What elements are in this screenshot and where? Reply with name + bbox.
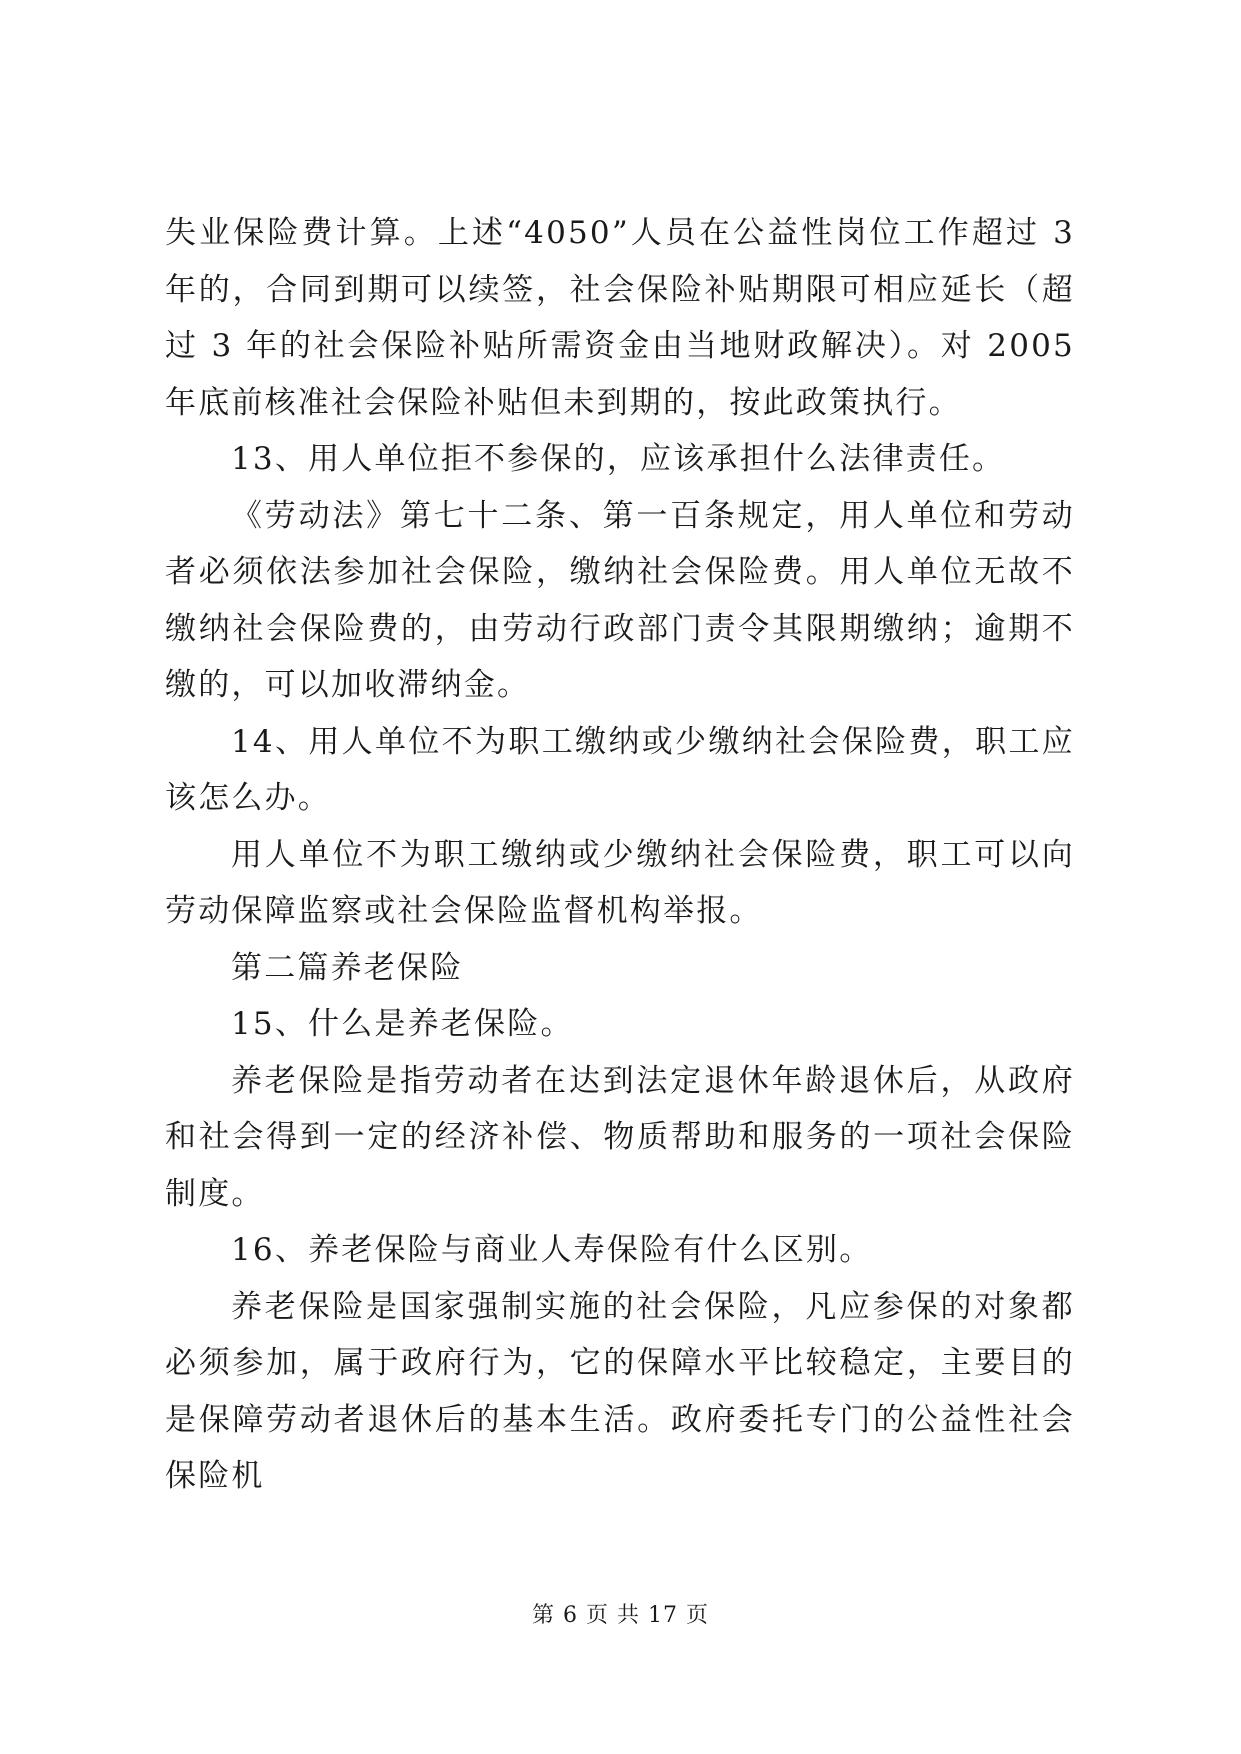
question-heading-13: 13、用人单位拒不参保的，应该承担什么法律责任。 xyxy=(231,441,1006,477)
page-number-footer: 第 6 页 共 17 页 xyxy=(532,1603,709,1628)
answer-paragraph-14: 用人单位不为职工缴纳或少缴纳社会保险费，职工可以向劳动保障监察或社会保险监督机构举报。 xyxy=(165,836,1075,929)
question-heading-14: 14、用人单位不为职工缴纳或少缴纳社会保险费，职工应该怎么办。 xyxy=(165,723,1075,816)
question-heading-15: 15、什么是养老保险。 xyxy=(231,1006,574,1042)
document-body xyxy=(165,205,1075,1505)
answer-paragraph-13: 《劳动法》第七十二条、第一百条规定，用人单位和劳动者必须依法参加社会保险，缴纳社会保险费。用人单位无故不缴纳社会保险费的，由劳动行政部门责令其限期缴纳；逾期不缴的，可以加收滞纳金。 xyxy=(165,497,1075,703)
answer-paragraph-15: 养老保险是指劳动者在达到法定退休年龄退休后，从政府和社会得到一定的经济补偿、物质帮助和服务的一项社会保险制度。 xyxy=(165,1062,1075,1212)
answer-paragraph-16: 养老保险是国家强制实施的社会保险，凡应参保的对象都必须参加，属于政府行为，它的保障水平比较稳定，主要目的是保障劳动者退休后的基本生活。政府委托专门的公益性社会保险机 xyxy=(165,1288,1075,1494)
paragraph-continuation: 失业保险费计算。上述“4050”人员在公益性岗位工作超过 3 年的，合同到期可以续签，社会保险补贴期限可相应延长（超过 3 年的社会保险补贴所需资金由当地财政解决）。对 2005 年底前核准社会保险补贴但未到期的，按此政策执行。 xyxy=(165,215,1075,421)
question-heading-16: 16、养老保险与商业人寿保险有什么区别。 xyxy=(231,1232,873,1268)
section-title: 第二篇养老保险 xyxy=(231,949,464,986)
